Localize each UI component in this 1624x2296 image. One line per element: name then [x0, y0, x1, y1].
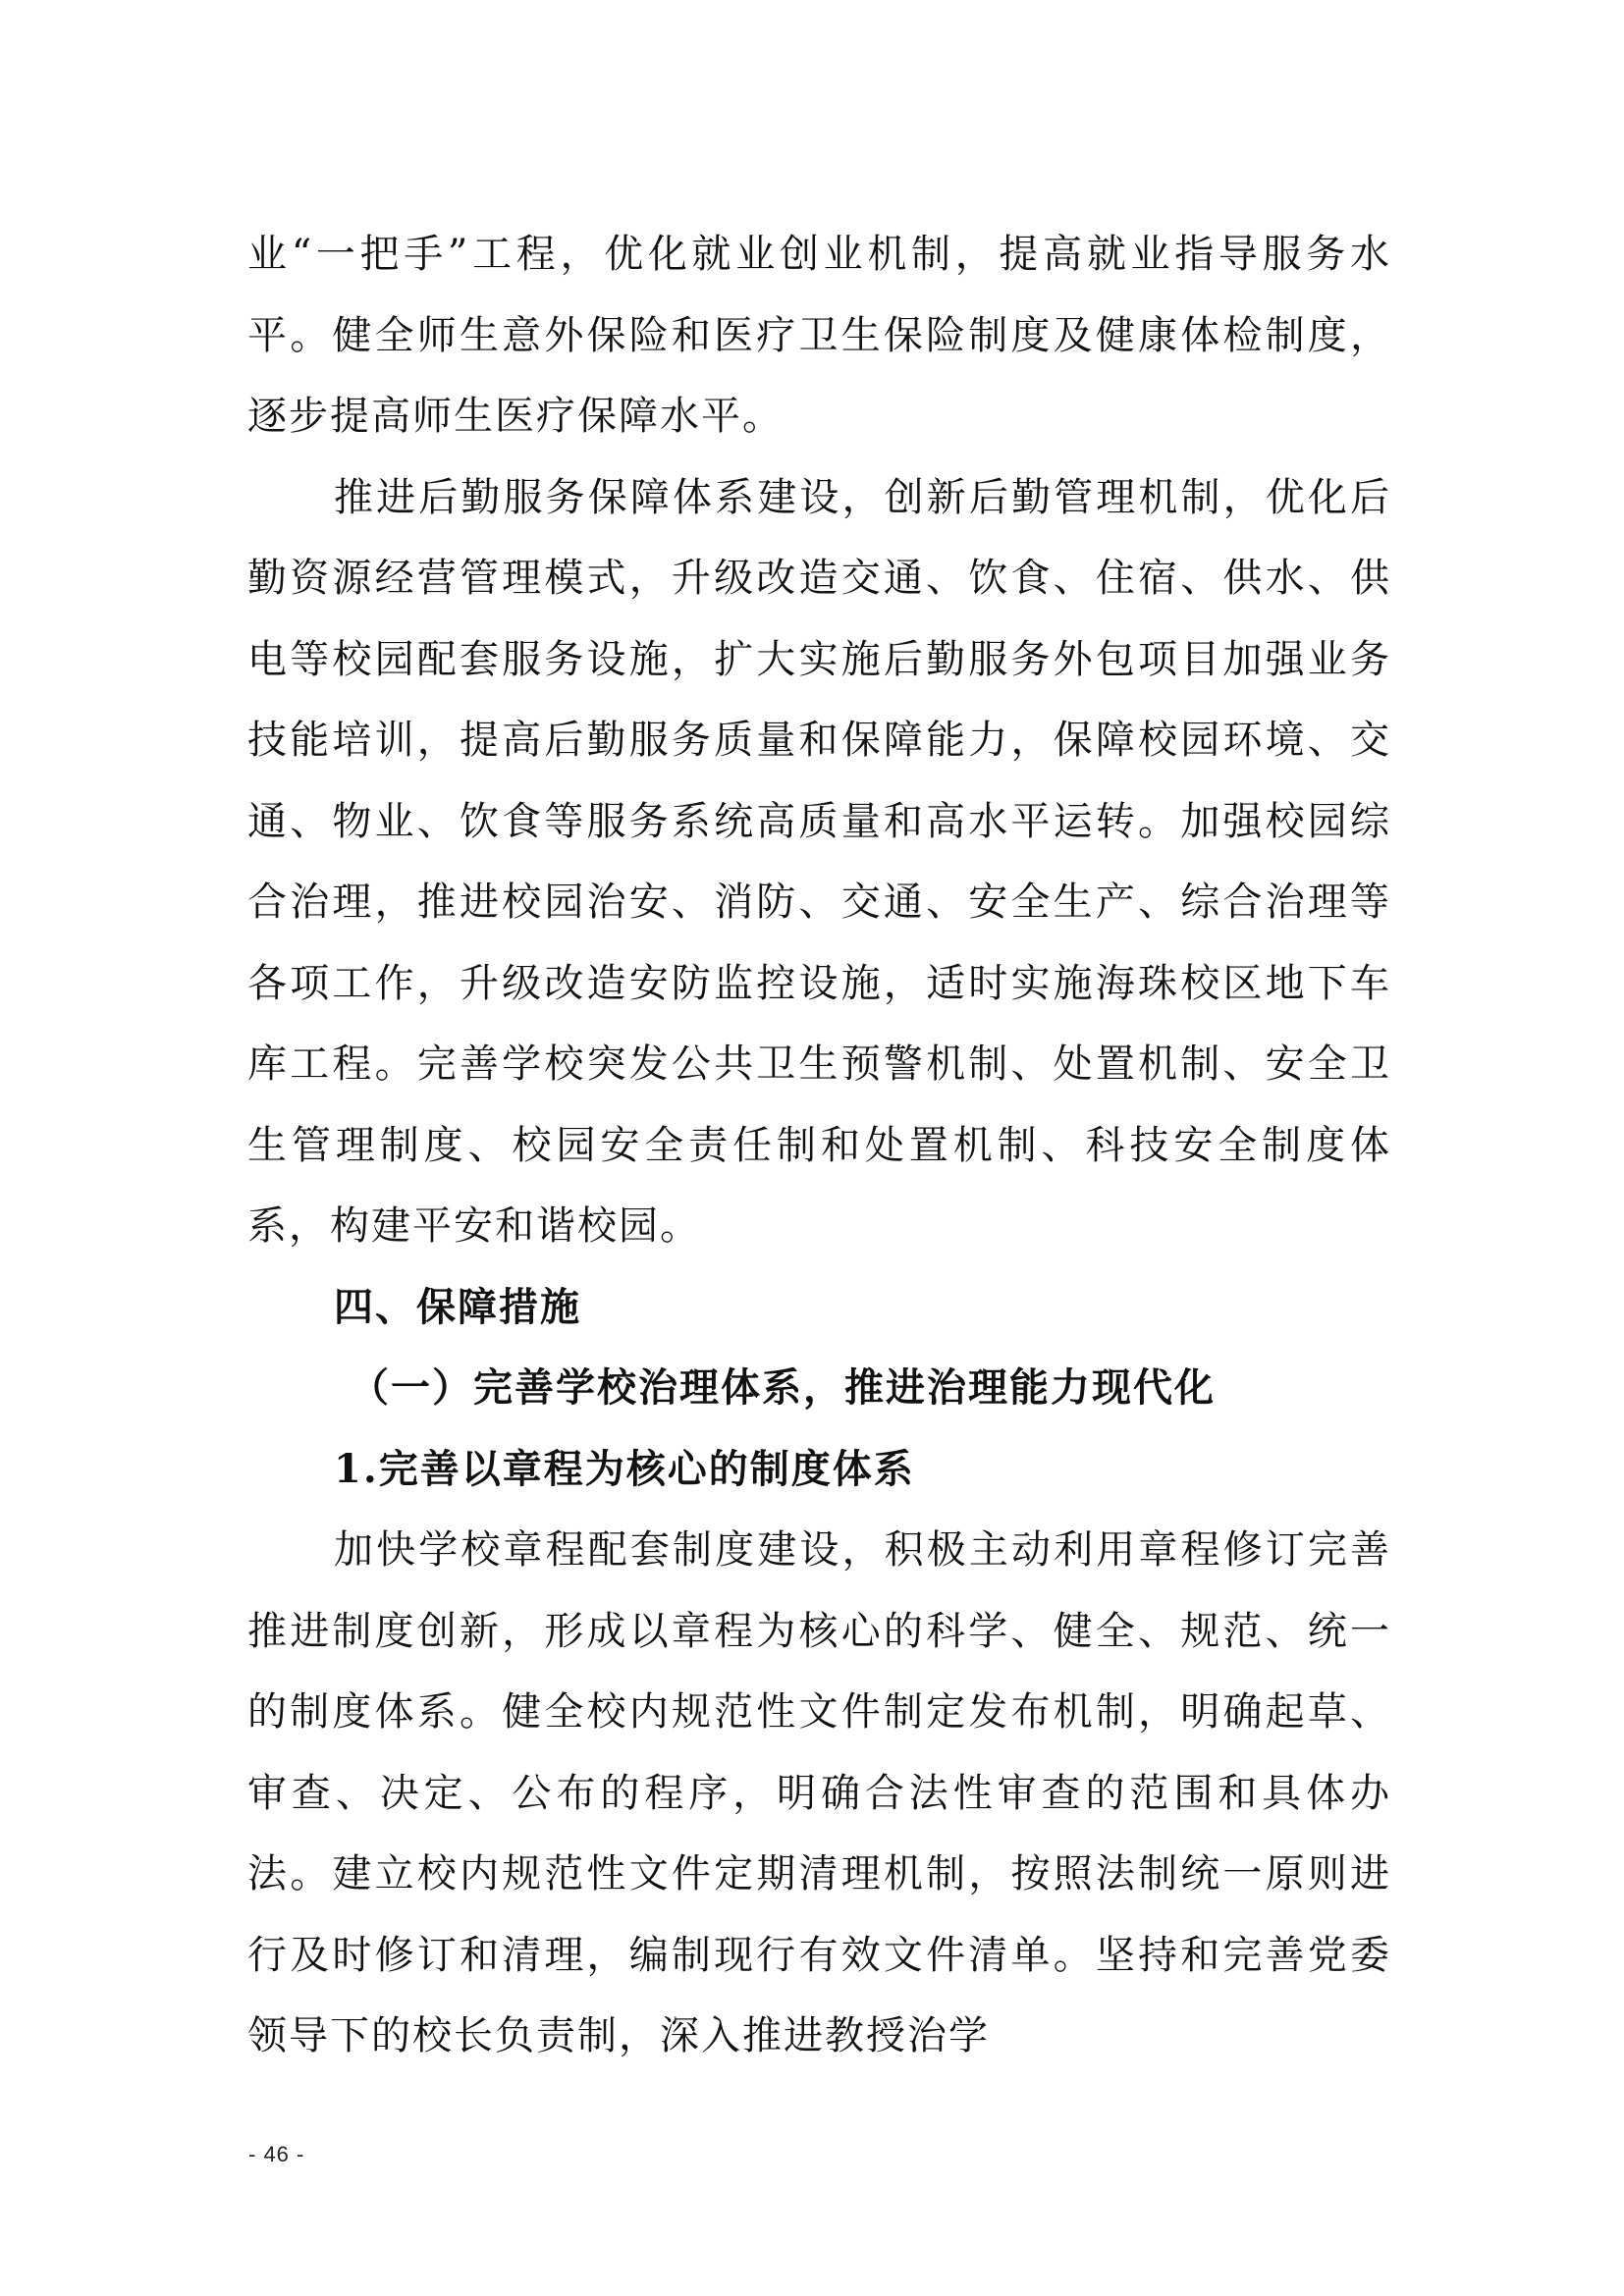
paragraph-logistics: 推进后勤服务保障体系建设，创新后勤管理机制，优化后勤资源经营管理模式，升级改造交通、饮食、住宿、供水、供电等校园配套服务设施，扩大实施后勤服务外包项目加强业务技能培训，提高后勤服务质量和保障能力，保障校园环境、交通、物业、饮食等服务系统高质量和高水平运转。加强校园综合治理，推进校园治安、消防、交通、安全生产、综合治理等各项工作，升级改造安防监控设施，适时实施海珠校区地下车库工程。完善学校突发公共卫生预警机制、处置机制、安全卫生管理制度、校园安全责任制和处置机制、科技安全制度体系，构建平安和谐校园。	[247, 474, 1391, 1249]
document-body	[247, 214, 1391, 2077]
subsection-heading: （一）完善学校治理体系，推进治理能力现代化	[350, 1364, 1216, 1411]
section-heading: 四、保障措施	[334, 1283, 581, 1330]
subsubsection-heading: 1.完善以章程为核心的制度体系	[334, 1445, 915, 1492]
paragraph-charter-system: 加快学校章程配套制度建设，积极主动利用章程修订完善推进制度创新，形成以章程为核心的科学、健全、规范、统一的制度体系。健全校内规范性文件制定发布机制，明确起草、审查、决定、公布的程序，明确合法性审查的范围和具体办法。建立校内规范性文件定期清理机制，按照法制统一原则进行及时修订和清理，编制现行有效文件清单。坚持和完善党委领导下的校长负责制，深入推进教授治学	[247, 1527, 1391, 2058]
page-number: - 46 -	[248, 2142, 305, 2166]
paragraph-continuation: 业“一把手”工程，优化就业创业机制，提高就业指导服务水平。健全师生意外保险和医疗卫生保险制度及健康体检制度，逐步提高师生医疗保障水平。	[247, 232, 1391, 439]
